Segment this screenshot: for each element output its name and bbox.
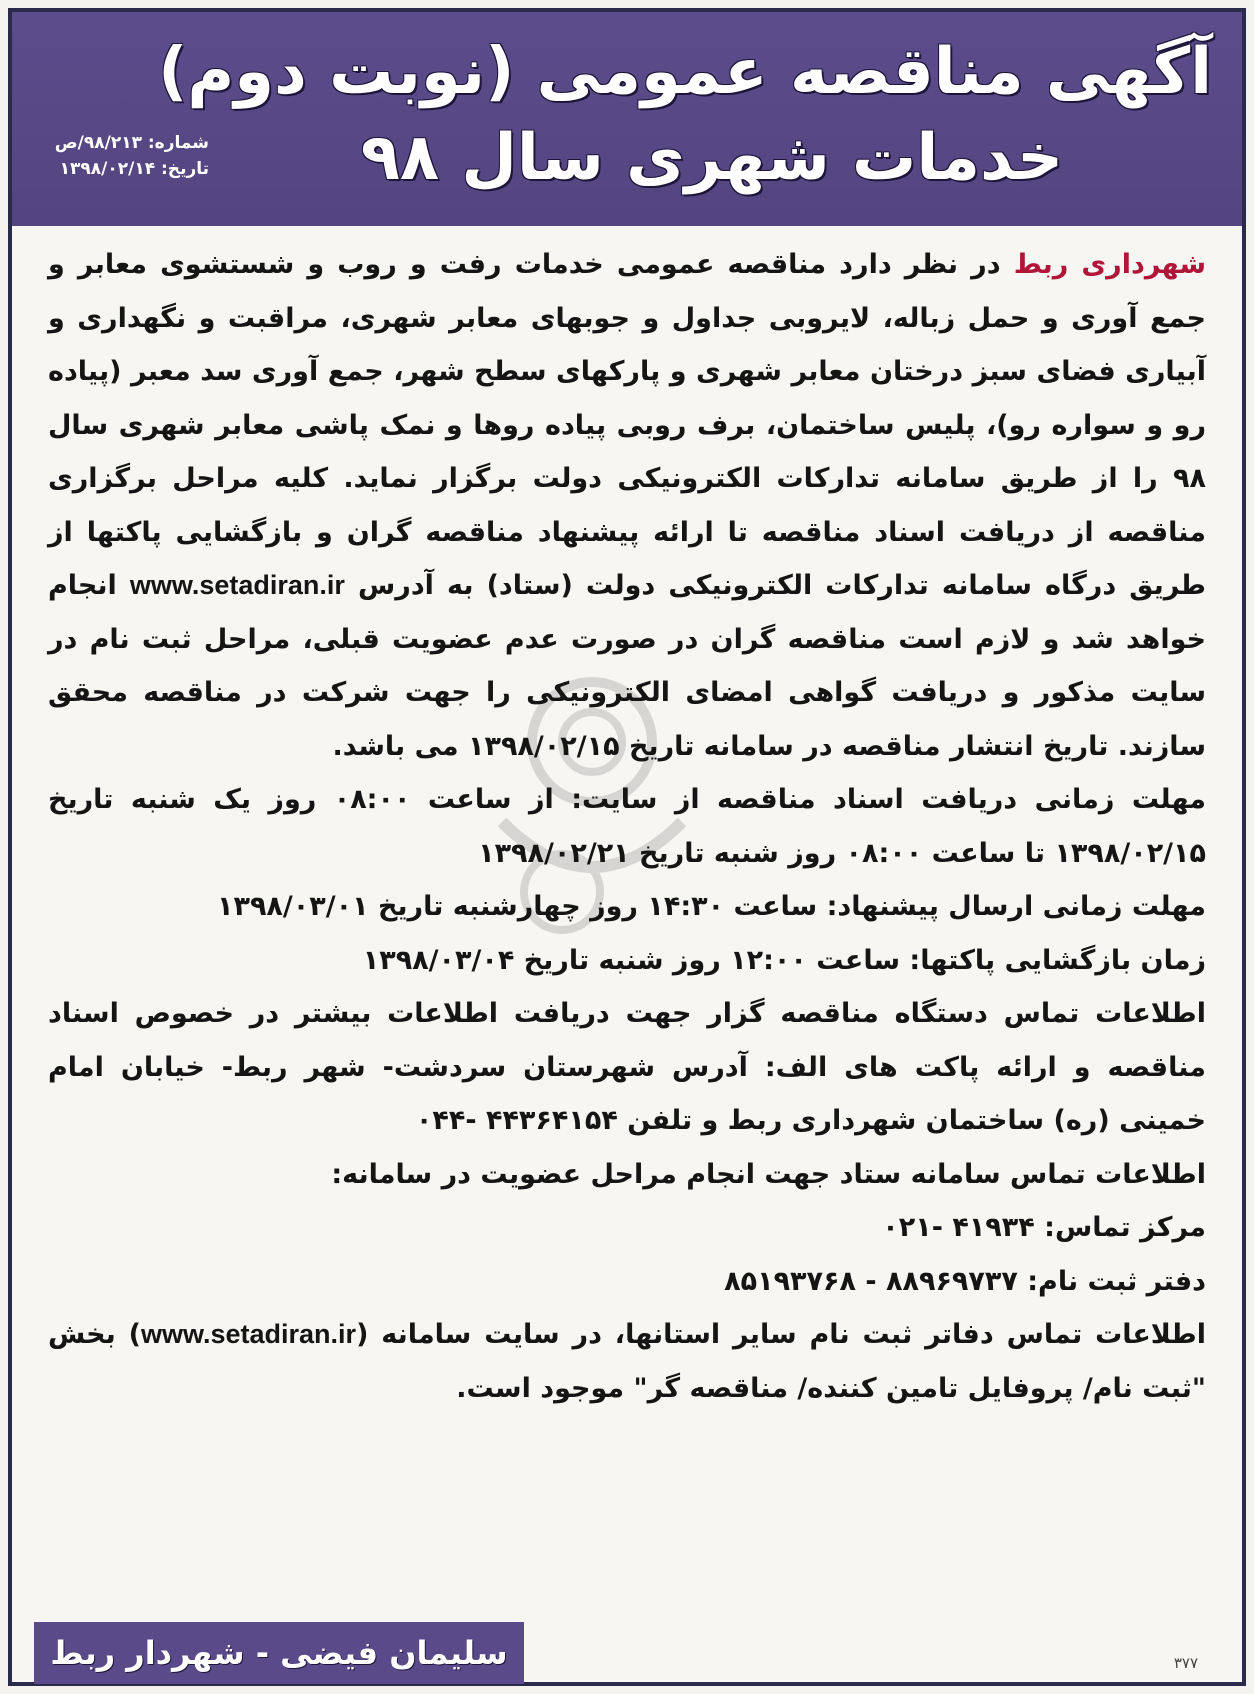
notice-date: تاریخ: ۱۳۹۸/۰۲/۱۴ (59, 159, 209, 179)
document-deadline: مهلت زمانی دریافت اسناد مناقصه از سایت: از ساعت ۰۸:۰۰ روز یک شنبه تاریخ ۱۳۹۸/۰۲/۱۵ تا ساعت ۰۸:۰۰ روز شنبه تاریخ ۱۳۹۸/۰۲/۲۱ (48, 784, 1206, 869)
other-provinces-text: اطلاعات تماس دفاتر ثبت نام سایر استانها، در سایت سامانه ( (356, 1319, 1206, 1350)
notice-title: آگهی مناقصه عمومی (نوبت دوم) (158, 35, 1212, 109)
intro-text-cont: انجام خواهد شد و لازم است مناقصه گران در صورت عدم عضویت قبلی، مراحل ثبت نام در سایت مذکور و دریافت گواهی امضای الکترونیکی را جهت شرکت در مناقصه محقق سازند. تاریخ انتشار مناقصه در سامانه تاریخ ۱۳۹۸/۰۲/۱۵ می باشد. (48, 570, 1206, 762)
municipality-name: شهرداری ربط (1013, 249, 1206, 280)
contact-info: اطلاعات تماس دستگاه مناقصه گزار جهت دریافت اطلاعات بیشتر در خصوص اسناد مناقصه و ارائه پاکت های الف: آدرس شهرستان سردشت- شهر ربط- خیابان امام خمینی (ره) ساختمان شهرداری ربط و تلفن ۴۴۳۶۴۱۵۴ -۰۴۴ (48, 998, 1206, 1136)
notice-reference (24, 130, 209, 182)
call-center: مرکز تماس: ۴۱۹۳۴ -۰۲۱ (882, 1212, 1206, 1243)
other-provinces-text-2: ) بخش "ثبت نام/ پروفایل تامین کننده/ مناقصه گر" موجود است. (48, 1319, 1206, 1404)
setad-link-2[interactable]: www.setadiran.ir (141, 1319, 357, 1349)
setad-link[interactable]: www.setadiran.ir (129, 570, 345, 600)
intro-paragraph (48, 238, 1206, 773)
page-number: ۳۷۷ (1173, 1654, 1198, 1672)
other-provinces (48, 1308, 1206, 1415)
intro-text: در نظر دارد مناقصه عمومی خدمات رفت و روب و شستشوی معابر و جمع آوری و حمل زباله، لایروبی جداول و جوبهای معابر شهری، مراقبت و نگهداری و آبیاری فضای سبز درختان معابر شهری و پارکهای سطح شهر، جمع آوری سد معبر (پیاده رو و سواره رو)، پلیس ساختمان، برف روبی پیاده روها و نمک پاشی معابر شهری سال ۹۸ را از طریق سامانه تدارکات الکترونیکی دولت برگزار نماید. کلیه مراحل برگزاری مناقصه از دریافت اسناد مناقصه تا ارائه پیشنهاد مناقصه گران و بازگشایی پاکتها از طریق درگاه سامانه تدارکات الکترونیکی دولت (ستاد) به آدرس (48, 249, 1206, 601)
notice-number: شماره: ۹۸/۲۱۳/ص (54, 133, 209, 153)
registration-office: دفتر ثبت نام: ۸۸۹۶۹۷۳۷ - ۸۵۱۹۳۷۶۸ (724, 1265, 1206, 1297)
notice-header (12, 12, 1242, 226)
signature-box: سلیمان فیضی - شهردار ربط (34, 1622, 524, 1684)
notice-subtitle: خدمات شهری سال ۹۸ (360, 121, 1064, 195)
tender-notice (8, 8, 1246, 1686)
opening-time: زمان بازگشایی پاکتها: ساعت ۱۲:۰۰ روز شنبه تاریخ ۱۳۹۸/۰۳/۰۴ (362, 944, 1206, 976)
setad-contact-heading: اطلاعات تماس سامانه ستاد جهت انجام مراحل عضویت در سامانه: (331, 1158, 1206, 1190)
notice-body (48, 238, 1206, 1415)
bid-deadline: مهلت زمانی ارسال پیشنهاد: ساعت ۱۴:۳۰ روز چهارشنبه تاریخ ۱۳۹۸/۰۳/۰۱ (216, 891, 1206, 922)
